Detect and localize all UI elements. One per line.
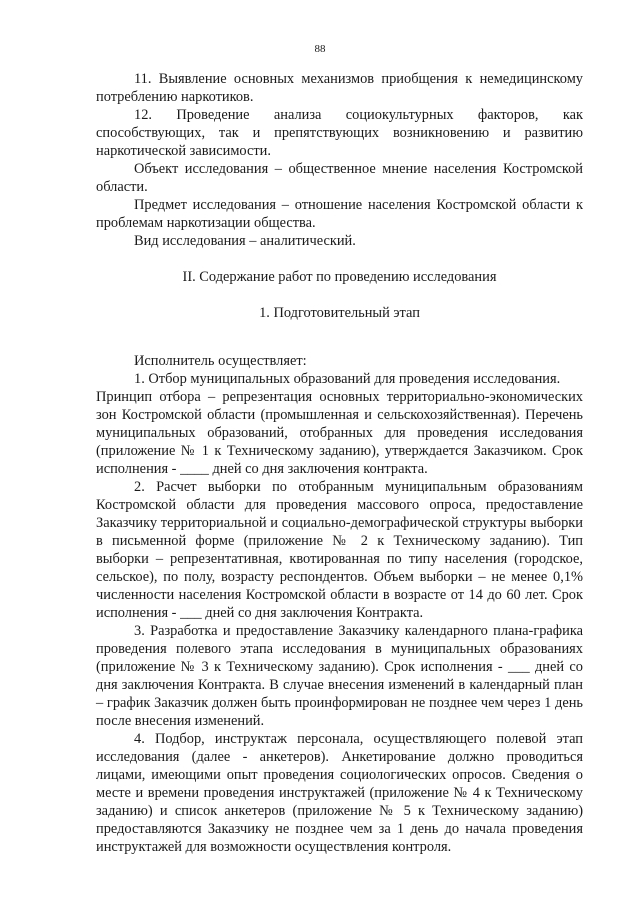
- paragraph-research-object: Объект исследования – общественное мнение населения Костромской области.: [96, 161, 583, 195]
- section-heading: II. Содержание работ по проведению исследования: [182, 269, 497, 285]
- paragraph-executor-intro: Исполнитель осуществляет:: [134, 353, 307, 369]
- page-number: 88: [314, 43, 326, 55]
- paragraph-item-12: 12. Проведение анализа социокультурных факторов, как способствующих, так и препятствующих возникновению и развитию наркотической зависимости.: [96, 107, 583, 159]
- document-body: [96, 70, 583, 856]
- paragraph-research-type: Вид исследования – аналитический.: [134, 233, 356, 249]
- paragraph-research-subject: Предмет исследования – отношение населения Костромской области к проблемам наркотизации общества.: [96, 197, 583, 231]
- paragraph-step-3: 3. Разработка и предоставление Заказчику календарного плана-графика проведения полевого этапа исследования в муниципальных образованиях (приложение № 3 к Техническому заданию). Срок исполнения - ___ дней со дня заключения Контракта. В случае внесения изменений в календарный план – график Заказчик должен быть проинформирован не позднее чем через 1 день после внесения изменений.: [96, 623, 583, 729]
- paragraph-step-4: 4. Подбор, инструктаж персонала, осуществляющего полевой этап исследования (далее - анкетеров). Анкетирование должно проводиться лицами, имеющими опыт проведения социологических опросов. Сведения о месте и времени проведения инструктажей (приложение № 4 к Техническому заданию) и список анкетеров (приложение № 5 к Техническому заданию) предоставляются Заказчику не позднее чем за 1 день до начала проведения инструктажей для возможности осуществления контроля.: [96, 731, 583, 855]
- paragraph-step-1: 1. Отбор муниципальных образований для проведения исследования.: [134, 371, 561, 387]
- subsection-heading: 1. Подготовительный этап: [259, 305, 420, 321]
- paragraph-item-11: 11. Выявление основных механизмов приобщения к немедицинскому потреблению наркотиков.: [96, 71, 583, 105]
- paragraph-selection-principle: Принцип отбора – репрезентация основных территориально-экономических зон Костромской области (промышленная и сельскохозяйственная). Перечень муниципальных образований, отобранных для проведения исследования (приложение № 1 к Техническому заданию), утверждается Заказчиком. Срок исполнения - ____ дней со дня заключения контракта.: [96, 389, 583, 477]
- paragraph-step-2: 2. Расчет выборки по отобранным муниципальным образованиям Костромской области для проведения массового опроса, предоставление Заказчику территориальной и социально-демографической структуры выборки в письменной форме (приложение № 2 к Техническому заданию). Тип выборки – репрезентативная, квотированная по типу населения (городское, сельское), по полу, возрасту респондентов. Объем выборки – не менее 0,1% численности населения Костромской области в возрасте от 14 до 60 лет. Срок исполнения - ___ дней со дня заключения Контракта.: [96, 479, 583, 621]
